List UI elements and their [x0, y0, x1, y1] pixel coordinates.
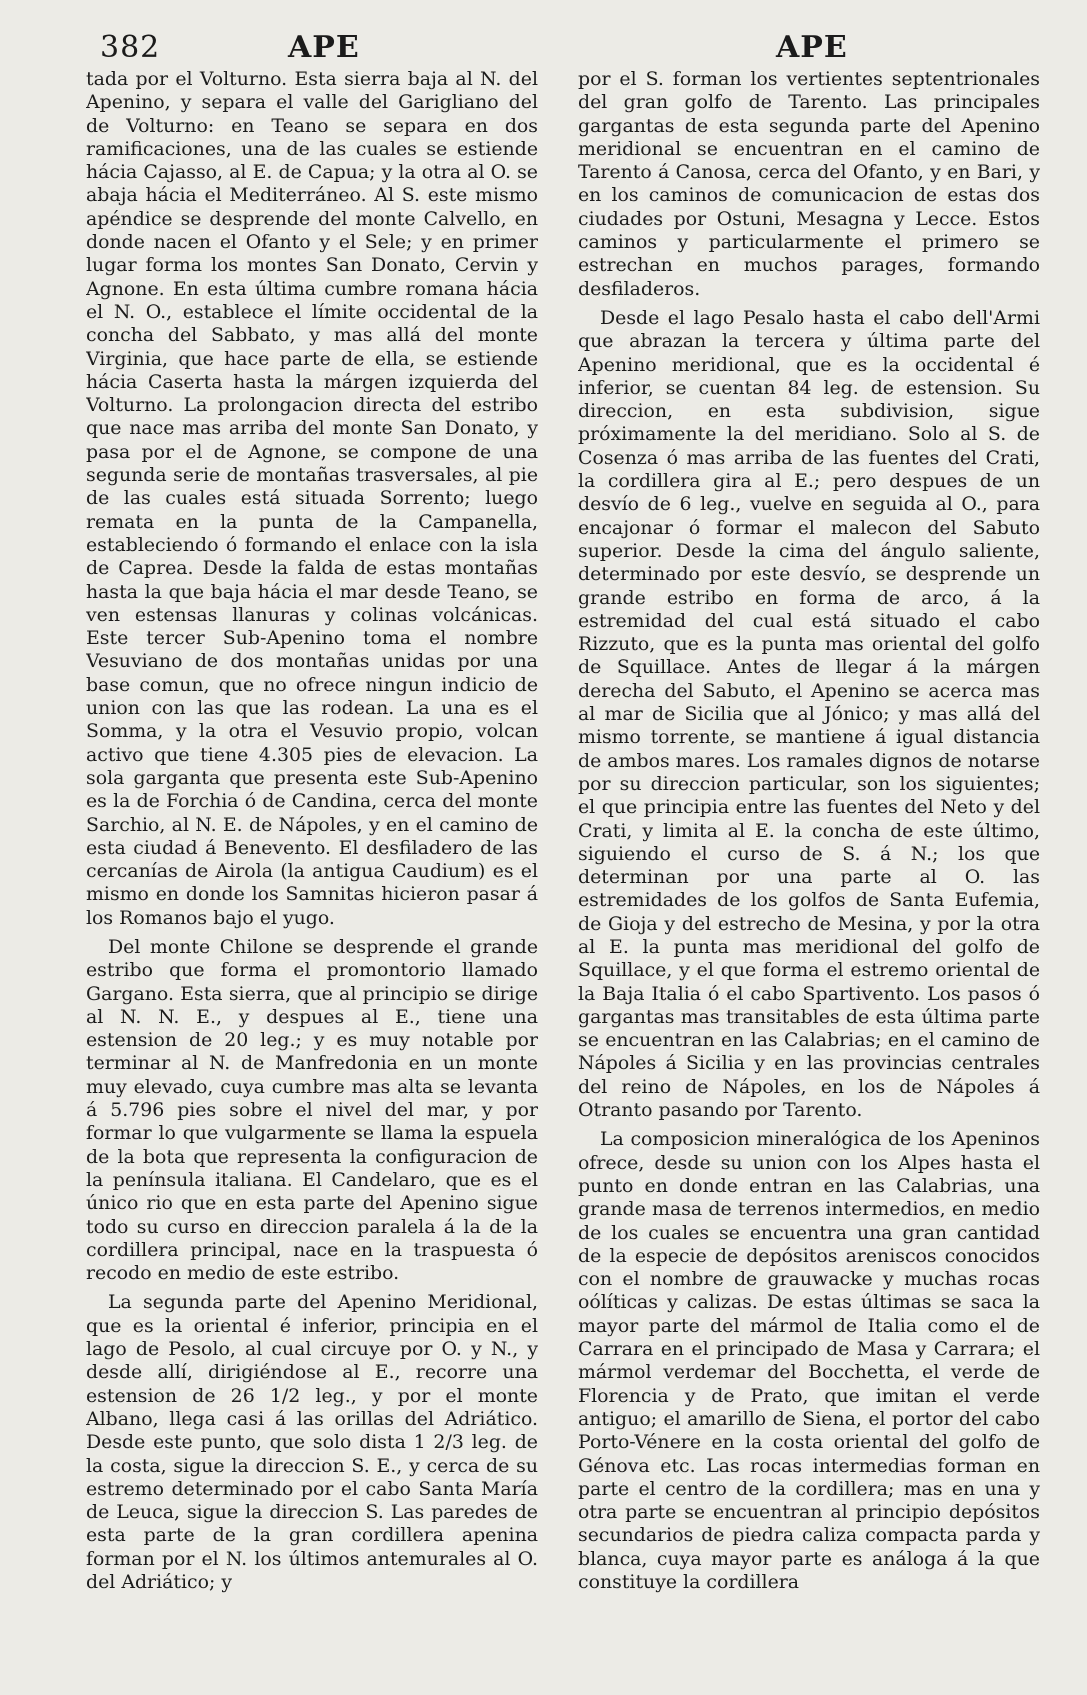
paragraph: por el S. forman los vertientes septentrionales del gran golfo de Tarento. Las principales gargantas de esta segunda parte del Apenino meridional se encuentran en el camino de Tarento á Canosa, cerca del Ofanto, y en Bari, y en los caminos de comunicacion de estas dos ciudades por Ostuni, Mesagna y Lecce. Estos caminos y particularmente el primero se estrechan en muchos parages, formando desfiladeros.: [578, 68, 1040, 300]
paragraph: La segunda parte del Apenino Meridional, que es la oriental é inferior, principia en el lago de Pesolo, al cual circuye por O. y N., y desde allí, dirigiéndose al E., recorre una estension de 26 1/2 leg., y por el monte Albano, llega casi á las orillas del Adriático. Desde este punto, que solo dista 1 2/3 leg. de la costa, sigue la direccion S. E., y cerca de su estremo determinado por el cabo Santa María de Leuca, sigue la direccion S. Las paredes de esta parte de la gran cordillera apenina forman por el N. los últimos antemurales al O. del Adriático; y: [86, 1291, 538, 1593]
paragraph: La composicion mineralógica de los Apeninos ofrece, desde su union con los Alpes hasta el punto en donde entran en las Calabrias, una grande masa de terrenos intermedios, en medio de los cuales se encuentra una gran cantidad de la especie de depósitos areniscos conocidos con el nombre de grauwacke y muchas rocas oólíticas y calizas. De estas últimas se saca la mayor parte del mármol de Italia como el de Carrara en el principado de Masa y Carrara; el mármol verdemar del Bocchetta, el verde de Florencia y de Prato, que imitan el verde antiguo; el amarillo de Siena, el portor del cabo Porto-Vénere en la costa oriental del golfo de Génova etc. Las rocas intermedias forman en parte el centro de la cordillera; mas en una y otra parte se encuentran al principio depósitos secundarios de piedra caliza compacta parda y blanca, cuya mayor parte es análoga á la que constituye la cordillera: [578, 1128, 1040, 1593]
paragraph: tada por el Volturno. Esta sierra baja al N. del Apenino, y separa el valle del Garigliano del de Volturno: en Teano se separa en dos ramificaciones, una de las cuales se estiende hácia Cajasso, al E. de Capua; y la otra al O. se abaja hácia el Mediterráneo. Al S. este mismo apéndice se desprende del monte Calvello, en donde nacen el Ofanto y el Sele; y en primer lugar forma los montes San Donato, Cervin y Agnone. En esta última cumbre romana hácia el N. O., establece el límite occidental de la concha del Sabbato, y mas allá del monte Virginia, que hace parte de ella, se estiende hácia Caserta hasta la márgen izquierda del Volturno. La prolongacion directa del estribo que nace mas arriba del monte San Donato, y pasa por el de Agnone, se compone de una segunda serie de montañas trasversales, al pie de las cuales está situada Sorrento; luego remata en la punta de la Campanella, estableciendo ó formando el enlace con la isla de Caprea. Desde la falda de estas montañas hasta la que baja hácia el mar desde Teano, se ven estensas llanuras y colinas volcánicas. Este tercer Sub-Apenino toma el nombre Vesuviano de dos montañas unidas por una base comun, que no ofrece ningun indicio de union con las que las rodean. La una es el Somma, y la otra el Vesuvio propio, volcan activo que tiene 4.305 pies de elevacion. La sola garganta que presenta este Sub-Apenino es la de Forchia ó de Candina, cerca del monte Sarchio, al N. E. de Nápoles, y en el camino de esta ciudad á Benevento. El desfiladero de las cercanías de Airola (la antigua Caudium) es el mismo en donde los Samnitas hicieron pasar á los Romanos bajo el yugo.: [86, 68, 538, 929]
paragraph: Desde el lago Pesalo hasta el cabo dell'Armi que abrazan la tercera y última parte del Apenino meridional, que es la occidental é inferior, se cuentan 84 leg. de estension. Su direccion, en esta subdivision, sigue próximamente la del meridiano. Solo al S. de Cosenza ó mas arriba de las fuentes del Crati, la cordillera gira al E.; pero despues de un desvío de 6 leg., vuelve en seguida al O., para encajonar ó formar el malecon del Sabuto superior. Desde la cima del ángulo saliente, determinado por este desvío, se desprende un grande estribo en forma de arco, á la estremidad del cual está situado el cabo Rizzuto, que es la punta mas oriental del golfo de Squillace. Antes de llegar á la márgen derecha del Sabuto, el Apenino se acerca mas al mar de Sicilia que al Jónico; y mas allá del mismo torrente, se mantiene á igual distancia de ambos mares. Los ramales dignos de notarse por su direccion particular, son los siguientes; el que principia entre las fuentes del Neto y del Crati, y limita al E. la concha de este último, siguiendo el curso de S. á N.; los que determinan por una parte al O. las estremidades de los golfos de Santa Eufemia, de Gioja y del estrecho de Mesina, y por la otra al E. la punta mas meridional del golfo de Squillace, y el que forma el estremo oriental de la Baja Italia ó el cabo Spartivento. Los pasos ó gargantas mas transitables de esta última parte se encuentran en las Calabrias; en el camino de Nápoles á Sicilia y en las provincias centrales del reino de Nápoles, en los de Nápoles á Otranto pasando por Tarento.: [578, 306, 1040, 1122]
running-head-right: APE: [776, 30, 848, 65]
page-number: 382: [100, 30, 161, 65]
running-head-left: APE: [288, 30, 360, 65]
paragraph: Del monte Chilone se desprende el grande estribo que forma el promontorio llamado Gargano. Esta sierra, que al principio se dirige al N. N. E., y despues al E., tiene una estension de 20 leg.; y es muy notable por terminar al N. de Manfredonia en un monte muy elevado, cuya cumbre mas alta se levanta á 5.796 pies sobre el nivel del mar, y por formar lo que vulgarmente se llama la espuela de la bota que representa la configuracion de la península italiana. El Candelaro, que es el único rio que en esta parte del Apenino sigue todo su curso en direccion paralela á la de la cordillera principal, nace en la traspuesta ó recodo en medio de este estribo.: [86, 935, 538, 1285]
right-column: [578, 68, 1040, 1678]
left-column: [86, 68, 538, 1678]
